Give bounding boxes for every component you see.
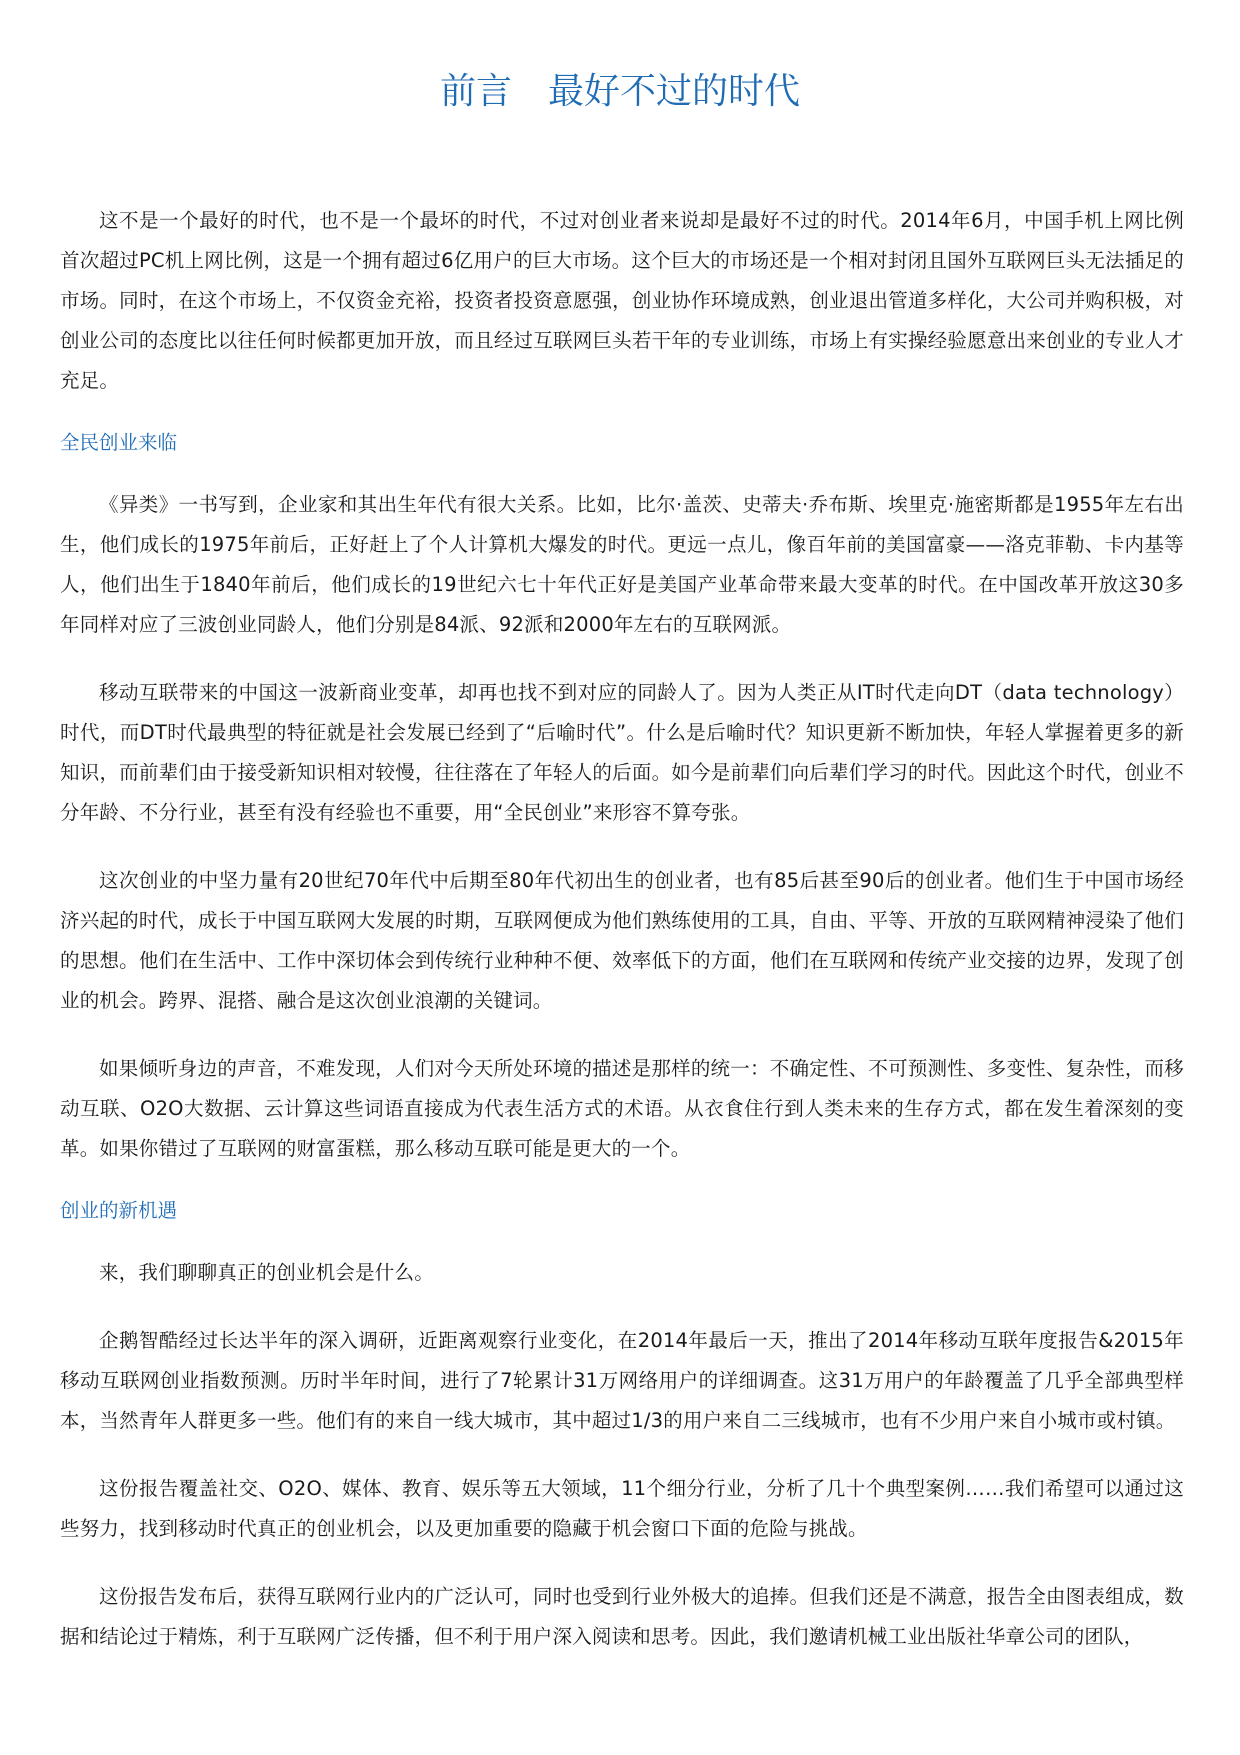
paragraph-1: 《异类》一书写到，企业家和其出生年代有很大关系。比如，比尔·盖茨、史蒂夫·乔布斯、埃里克·施密斯都是1955年左右出生，他们成长的1975年前后，正好赶上了个人计算机大爆发的时代。更远一点儿，像百年前的美国富豪——洛克菲勒、卡内基等人，他们出生于1840年前后，他们成长的19世纪六七十年代正好是美国产业革命带来最大变革的时代。在中国改革开放这30多年同样对应了三波创业同龄人，他们分别是84派、92派和2000年左右的互联网派。: [60, 493, 1184, 636]
section-heading-new-opportunities: 创业的新机遇: [60, 1199, 178, 1222]
paragraph-6: 企鹅智酷经过长达半年的深入调研，近距离观察行业变化，在2014年最后一天，推出了2014年移动互联年度报告&2015年移动互联网创业指数预测。历时半年时间，进行了7轮累计31万网络用户的详细调查。这31万用户的年龄覆盖了几乎全部典型样本，当然青年人群更多一些。他们有的来自一线大城市，其中超过1/3的用户来自二三线城市，也有不少用户来自小城市或村镇。: [60, 1329, 1184, 1432]
paragraph-intro: 这不是一个最好的时代，也不是一个最坏的时代，不过对创业者来说却是最好不过的时代。2014年6月，中国手机上网比例首次超过PC机上网比例，这是一个拥有超过6亿用户的巨大市场。这个巨大的市场还是一个相对封闭且国外互联网巨头无法插足的市场。同时，在这个市场上，不仅资金充裕，投资者投资意愿强，创业协作环境成熟，创业退出管道多样化，大公司并购积极，对创业公司的态度比以往任何时候都更加开放，而且经过互联网巨头若干年的专业训练，市场上有实操经验愿意出来创业的专业人才充足。: [60, 209, 1184, 392]
section-heading-mass-entrepreneurship: 全民创业来临: [60, 431, 178, 454]
paragraph-5: 来，我们聊聊真正的创业机会是什么。: [99, 1261, 434, 1284]
paragraph-2: 移动互联带来的中国这一波新商业变革，却再也找不到对应的同龄人了。因为人类正从IT时代走向DT（data technology）时代，而DT时代最典型的特征就是社会发展已经到了“后喻时代”。什么是后喻时代？知识更新不断加快，年轻人掌握着更多的新知识，而前辈们由于接受新知识相对较慢，往往落在了年轻人的后面。如今是前辈们向后辈们学习的时代。因此这个时代，创业不分年龄、不分行业，甚至有没有经验也不重要，用“全民创业”来形容不算夸张。: [60, 681, 1184, 824]
page-title: 前言 最好不过的时代: [439, 71, 800, 112]
paragraph-7: 这份报告覆盖社交、O2O、媒体、教育、娱乐等五大领域，11个细分行业，分析了几十个典型案例……我们希望可以通过这些努力，找到移动时代真正的创业机会，以及更加重要的隐藏于机会窗口下面的危险与挑战。: [60, 1477, 1184, 1540]
document-body: [60, 201, 1184, 1657]
paragraph-3: 这次创业的中坚力量有20世纪70年代中后期至80年代初出生的创业者，也有85后甚至90后的创业者。他们生于中国市场经济兴起的时代，成长于中国互联网大发展的时期，互联网便成为他们熟练使用的工具，自由、平等、开放的互联网精神浸染了他们的思想。他们在生活中、工作中深切体会到传统行业种种不便、效率低下的方面，他们在互联网和传统产业交接的边界，发现了创业的机会。跨界、混搭、融合是这次创业浪潮的关键词。: [60, 869, 1184, 1012]
paragraph-4: 如果倾听身边的声音，不难发现，人们对今天所处环境的描述是那样的统一：不确定性、不可预测性、多变性、复杂性，而移动互联、O2O大数据、云计算这些词语直接成为代表生活方式的术语。从衣食住行到人类未来的生存方式，都在发生着深刻的变革。如果你错过了互联网的财富蛋糕，那么移动互联可能是更大的一个。: [60, 1057, 1184, 1160]
paragraph-8: 这份报告发布后，获得互联网行业内的广泛认可，同时也受到行业外极大的追捧。但我们还是不满意，报告全由图表组成，数据和结论过于精炼，利于互联网广泛传播，但不利于用户深入阅读和思考。因此，我们邀请机械工业出版社华章公司的团队，: [60, 1585, 1184, 1648]
